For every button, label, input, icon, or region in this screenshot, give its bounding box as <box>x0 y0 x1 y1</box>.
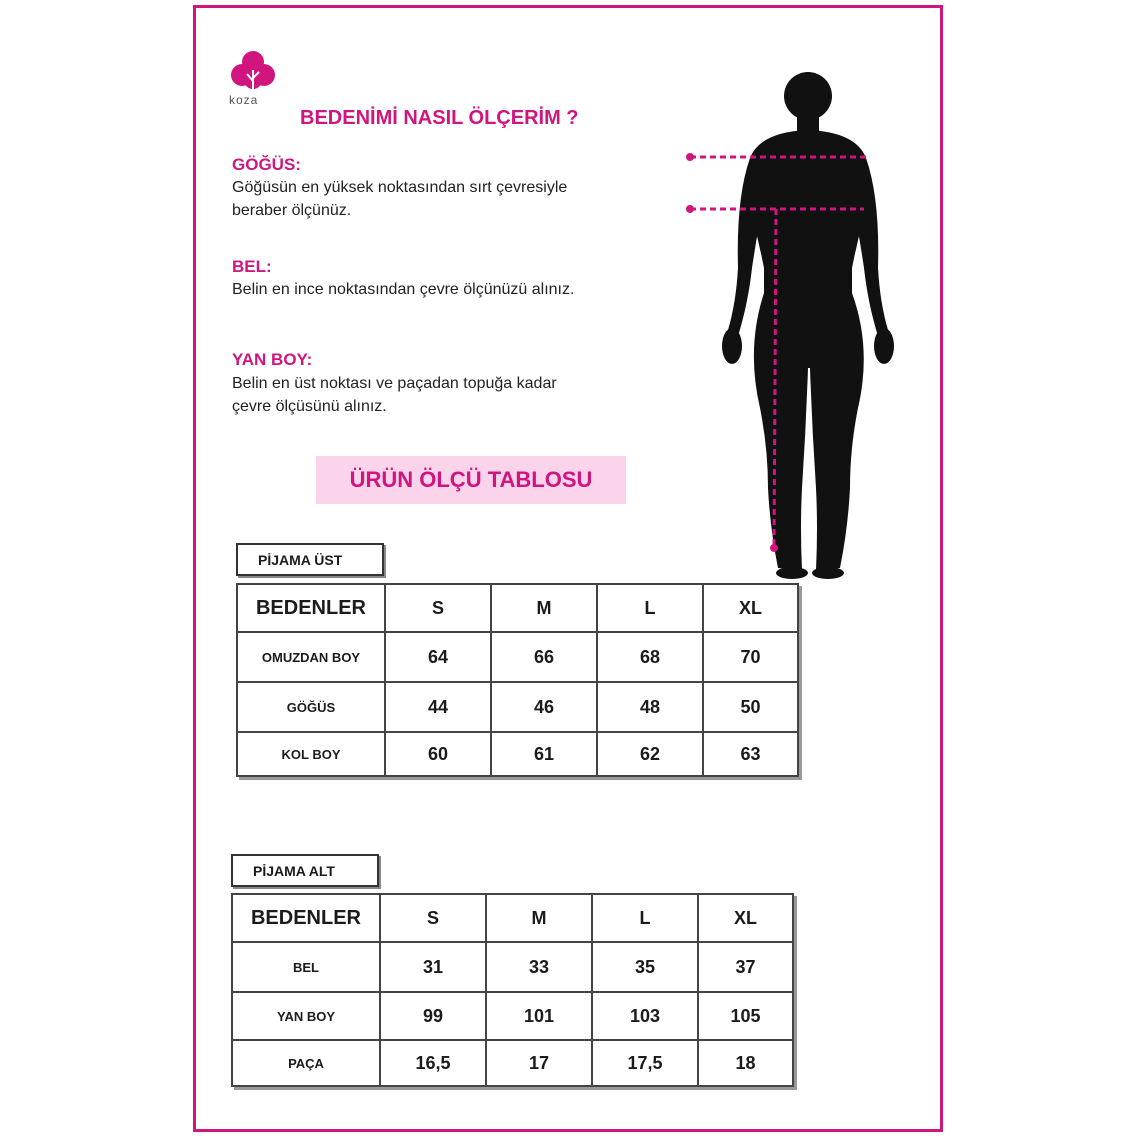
table-header-row <box>232 894 793 942</box>
table-label-bottom: PİJAMA ALT <box>231 854 379 887</box>
body-silhouette-icon <box>680 68 920 588</box>
table-cell: 17 <box>486 1040 592 1086</box>
table-cell: 18 <box>698 1040 793 1086</box>
table-cell: 44 <box>385 682 491 732</box>
row-label: OMUZDAN BOY <box>237 632 385 682</box>
header-cell: M <box>491 584 597 632</box>
table-label-top: PİJAMA ÜST <box>236 543 384 576</box>
table-cell: 35 <box>592 942 698 992</box>
section-text-side-length: Belin en üst noktası ve paçadan topuğa kadar çevre ölçüsünü alınız. <box>232 375 557 415</box>
table-row <box>237 682 798 732</box>
row-label: KOL BOY <box>237 732 385 776</box>
section-title-waist: BEL: <box>232 257 272 276</box>
table-cell: 60 <box>385 732 491 776</box>
table-header-row <box>237 584 798 632</box>
table-cell: 103 <box>592 992 698 1040</box>
header-cell: L <box>592 894 698 942</box>
table-cell: 16,5 <box>380 1040 486 1086</box>
table-cell: 63 <box>703 732 798 776</box>
header-cell: L <box>597 584 703 632</box>
table-row <box>232 1040 793 1086</box>
section-title-chest: GÖĞÜS: <box>232 155 301 174</box>
table-cell: 17,5 <box>592 1040 698 1086</box>
row-label: PAÇA <box>232 1040 380 1086</box>
row-label: YAN BOY <box>232 992 380 1040</box>
table-cell: 37 <box>698 942 793 992</box>
size-table-banner: ÜRÜN ÖLÇÜ TABLOSU <box>316 456 626 504</box>
table-cell: 50 <box>703 682 798 732</box>
table-cell: 64 <box>385 632 491 682</box>
header-cell: XL <box>703 584 798 632</box>
table-row <box>232 942 793 992</box>
table-cell: 66 <box>491 632 597 682</box>
header-cell: BEDENLER <box>232 894 380 942</box>
section-title-side-length: YAN BOY: <box>232 350 313 369</box>
section-text-waist: Belin en ince noktasından çevre ölçünüzü alınız. <box>232 281 575 298</box>
table-cell: 46 <box>491 682 597 732</box>
header-cell: M <box>486 894 592 942</box>
header-cell: BEDENLER <box>237 584 385 632</box>
page-heading: BEDENİMİ NASIL ÖLÇERİM ? <box>300 107 579 129</box>
table-cell: 61 <box>491 732 597 776</box>
header-cell: S <box>380 894 486 942</box>
header-cell: S <box>385 584 491 632</box>
size-table-bottom <box>231 893 794 1087</box>
header-cell: XL <box>698 894 793 942</box>
table-row <box>232 992 793 1040</box>
size-table-top <box>236 583 799 777</box>
table-row <box>237 732 798 776</box>
table-cell: 31 <box>380 942 486 992</box>
row-label: GÖĞÜS <box>237 682 385 732</box>
section-text-chest: Göğüsün en yüksek noktasından sırt çevresiyle beraber ölçünüz. <box>232 179 568 219</box>
table-cell: 70 <box>703 632 798 682</box>
table-cell: 62 <box>597 732 703 776</box>
table-cell: 99 <box>380 992 486 1040</box>
table-cell: 33 <box>486 942 592 992</box>
row-label: BEL <box>232 942 380 992</box>
table-cell: 101 <box>486 992 592 1040</box>
table-cell: 68 <box>597 632 703 682</box>
brand-name: koza <box>229 93 259 107</box>
table-row <box>237 632 798 682</box>
table-cell: 48 <box>597 682 703 732</box>
table-cell: 105 <box>698 992 793 1040</box>
